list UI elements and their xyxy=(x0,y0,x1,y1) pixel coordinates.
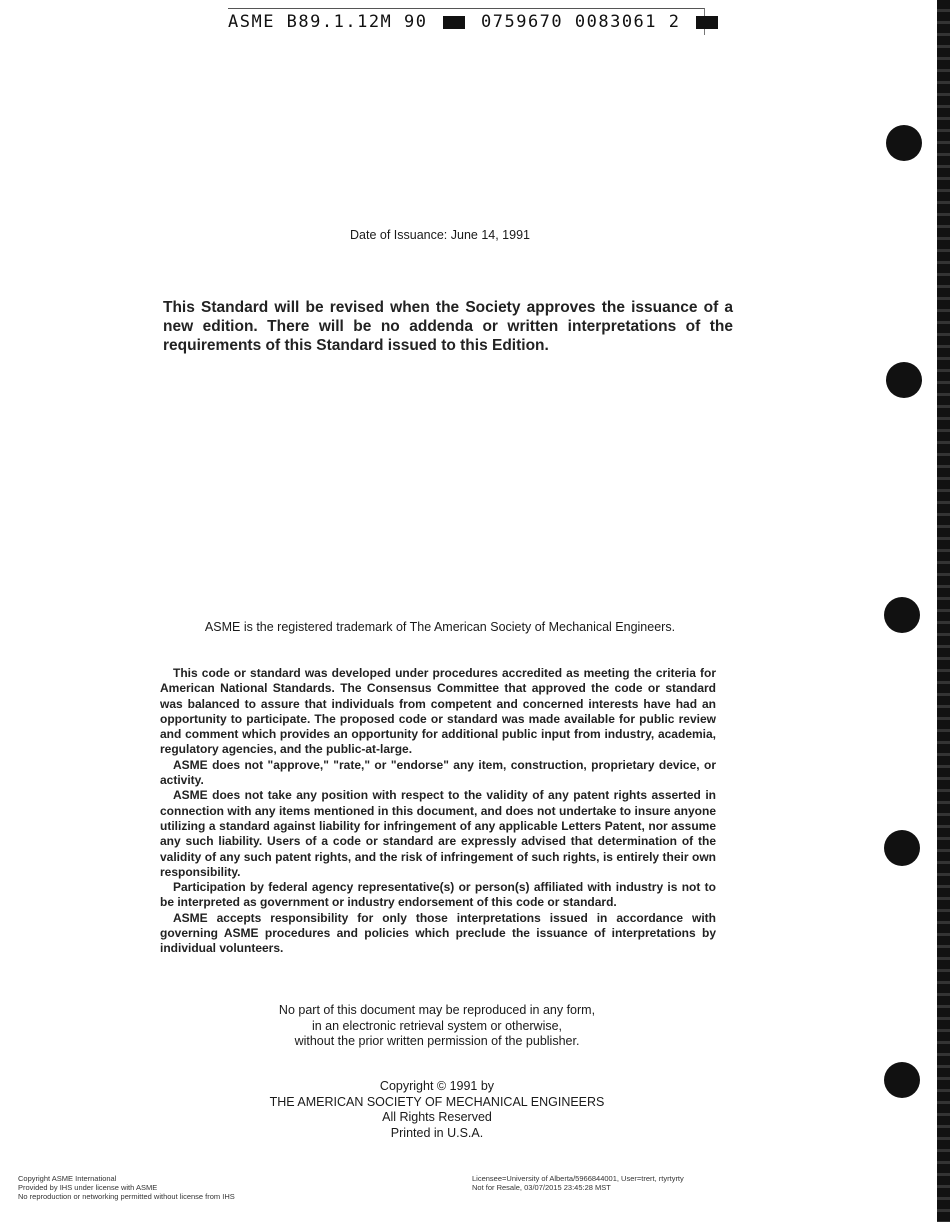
footer-line: Not for Resale, 03/07/2015 23:45:28 MST xyxy=(472,1183,611,1192)
legal-paragraph: Participation by federal agency representative(s) or person(s) affiliated with industry is not to be interpreted as government or industry endorsement of this code or standard. xyxy=(160,880,716,910)
header-code-left: ASME B89.1.12M 90 xyxy=(228,12,428,32)
legal-paragraph: ASME does not "approve," "rate," or "endorse" any item, construction, proprietary device, or activity. xyxy=(160,757,716,788)
legal-paragraph: ASME accepts responsibility for only those interpretations issued in accordance with governing ASME procedures and policies which preclude the issuance of interpretations by individual volunteers. xyxy=(160,910,716,956)
reproduction-notice xyxy=(0,1003,874,1050)
legal-paragraph: ASME does not take any position with respect to the validity of any patent rights asserted in connection with any items mentioned in this document, and does not undertake to insure anyone utilizing a standard against liability for infringement of any applicable Letters Patent, nor assume any such liability. Users of a code or standard are expressly advised that determination of the validity of any such patent rights, and the risk of infringement of such rights, is entirely their own responsibility. xyxy=(160,788,716,879)
header-block-mark xyxy=(443,16,465,29)
punch-hole-3 xyxy=(884,597,920,633)
trademark-notice: ASME is the registered trademark of The American Society of Mechanical Engineers. xyxy=(204,620,676,634)
reproduction-line: without the prior written permission of the publisher. xyxy=(294,1034,580,1049)
punch-hole-5 xyxy=(884,1062,920,1098)
punch-hole-4 xyxy=(884,830,920,866)
footer-license-right xyxy=(472,1174,684,1192)
header-block-mark-end xyxy=(696,16,718,29)
footer-line: Licensee=University of Alberta/5966844001, User=trert, rtyrtyrty xyxy=(472,1174,684,1183)
reproduction-line: in an electronic retrieval system or otherwise, xyxy=(311,1018,563,1033)
footer-line: No reproduction or networking permitted without license from IHS xyxy=(18,1192,235,1201)
legal-disclaimer xyxy=(160,666,716,957)
document-header-code xyxy=(228,8,705,35)
scan-edge-strip xyxy=(937,0,950,1222)
footer-line: Copyright ASME International xyxy=(18,1174,117,1183)
punch-hole-1 xyxy=(886,125,922,161)
copyright-block xyxy=(0,1079,874,1141)
copyright-publisher: THE AMERICAN SOCIETY OF MECHANICAL ENGINEERS xyxy=(269,1094,605,1109)
copyright-printed: Printed in U.S.A. xyxy=(390,1125,484,1140)
punch-hole-2 xyxy=(886,362,922,398)
copyright-rights: All Rights Reserved xyxy=(382,1110,492,1124)
header-code-mid: 0759670 0083061 2 xyxy=(481,12,681,32)
date-of-issuance: Date of Issuance: June 14, 1991 xyxy=(350,228,530,242)
footer-line: Provided by IHS under license with ASME xyxy=(18,1183,158,1192)
footer-license-left xyxy=(18,1174,235,1201)
copyright-line: Copyright © 1991 by xyxy=(379,1079,495,1093)
legal-paragraph: This code or standard was developed under procedures accredited as meeting the criteria for American National Standards. The Consensus Committee that approved the code or standard was balanced to assure that individuals from competent and concerned interests have had an opportunity to participate. The proposed code or standard was made available for public review and comment which provides an opportunity for additional public input from industry, academia, regulatory agencies, and the public-at-large. xyxy=(160,666,716,757)
reproduction-line: No part of this document may be reproduced in any form, xyxy=(278,1003,596,1017)
revision-note: This Standard will be revised when the Society approves the issuance of a new edition. There will be no addenda or written interpretations of the requirements of this Standard issued to this Edition. xyxy=(163,299,733,354)
